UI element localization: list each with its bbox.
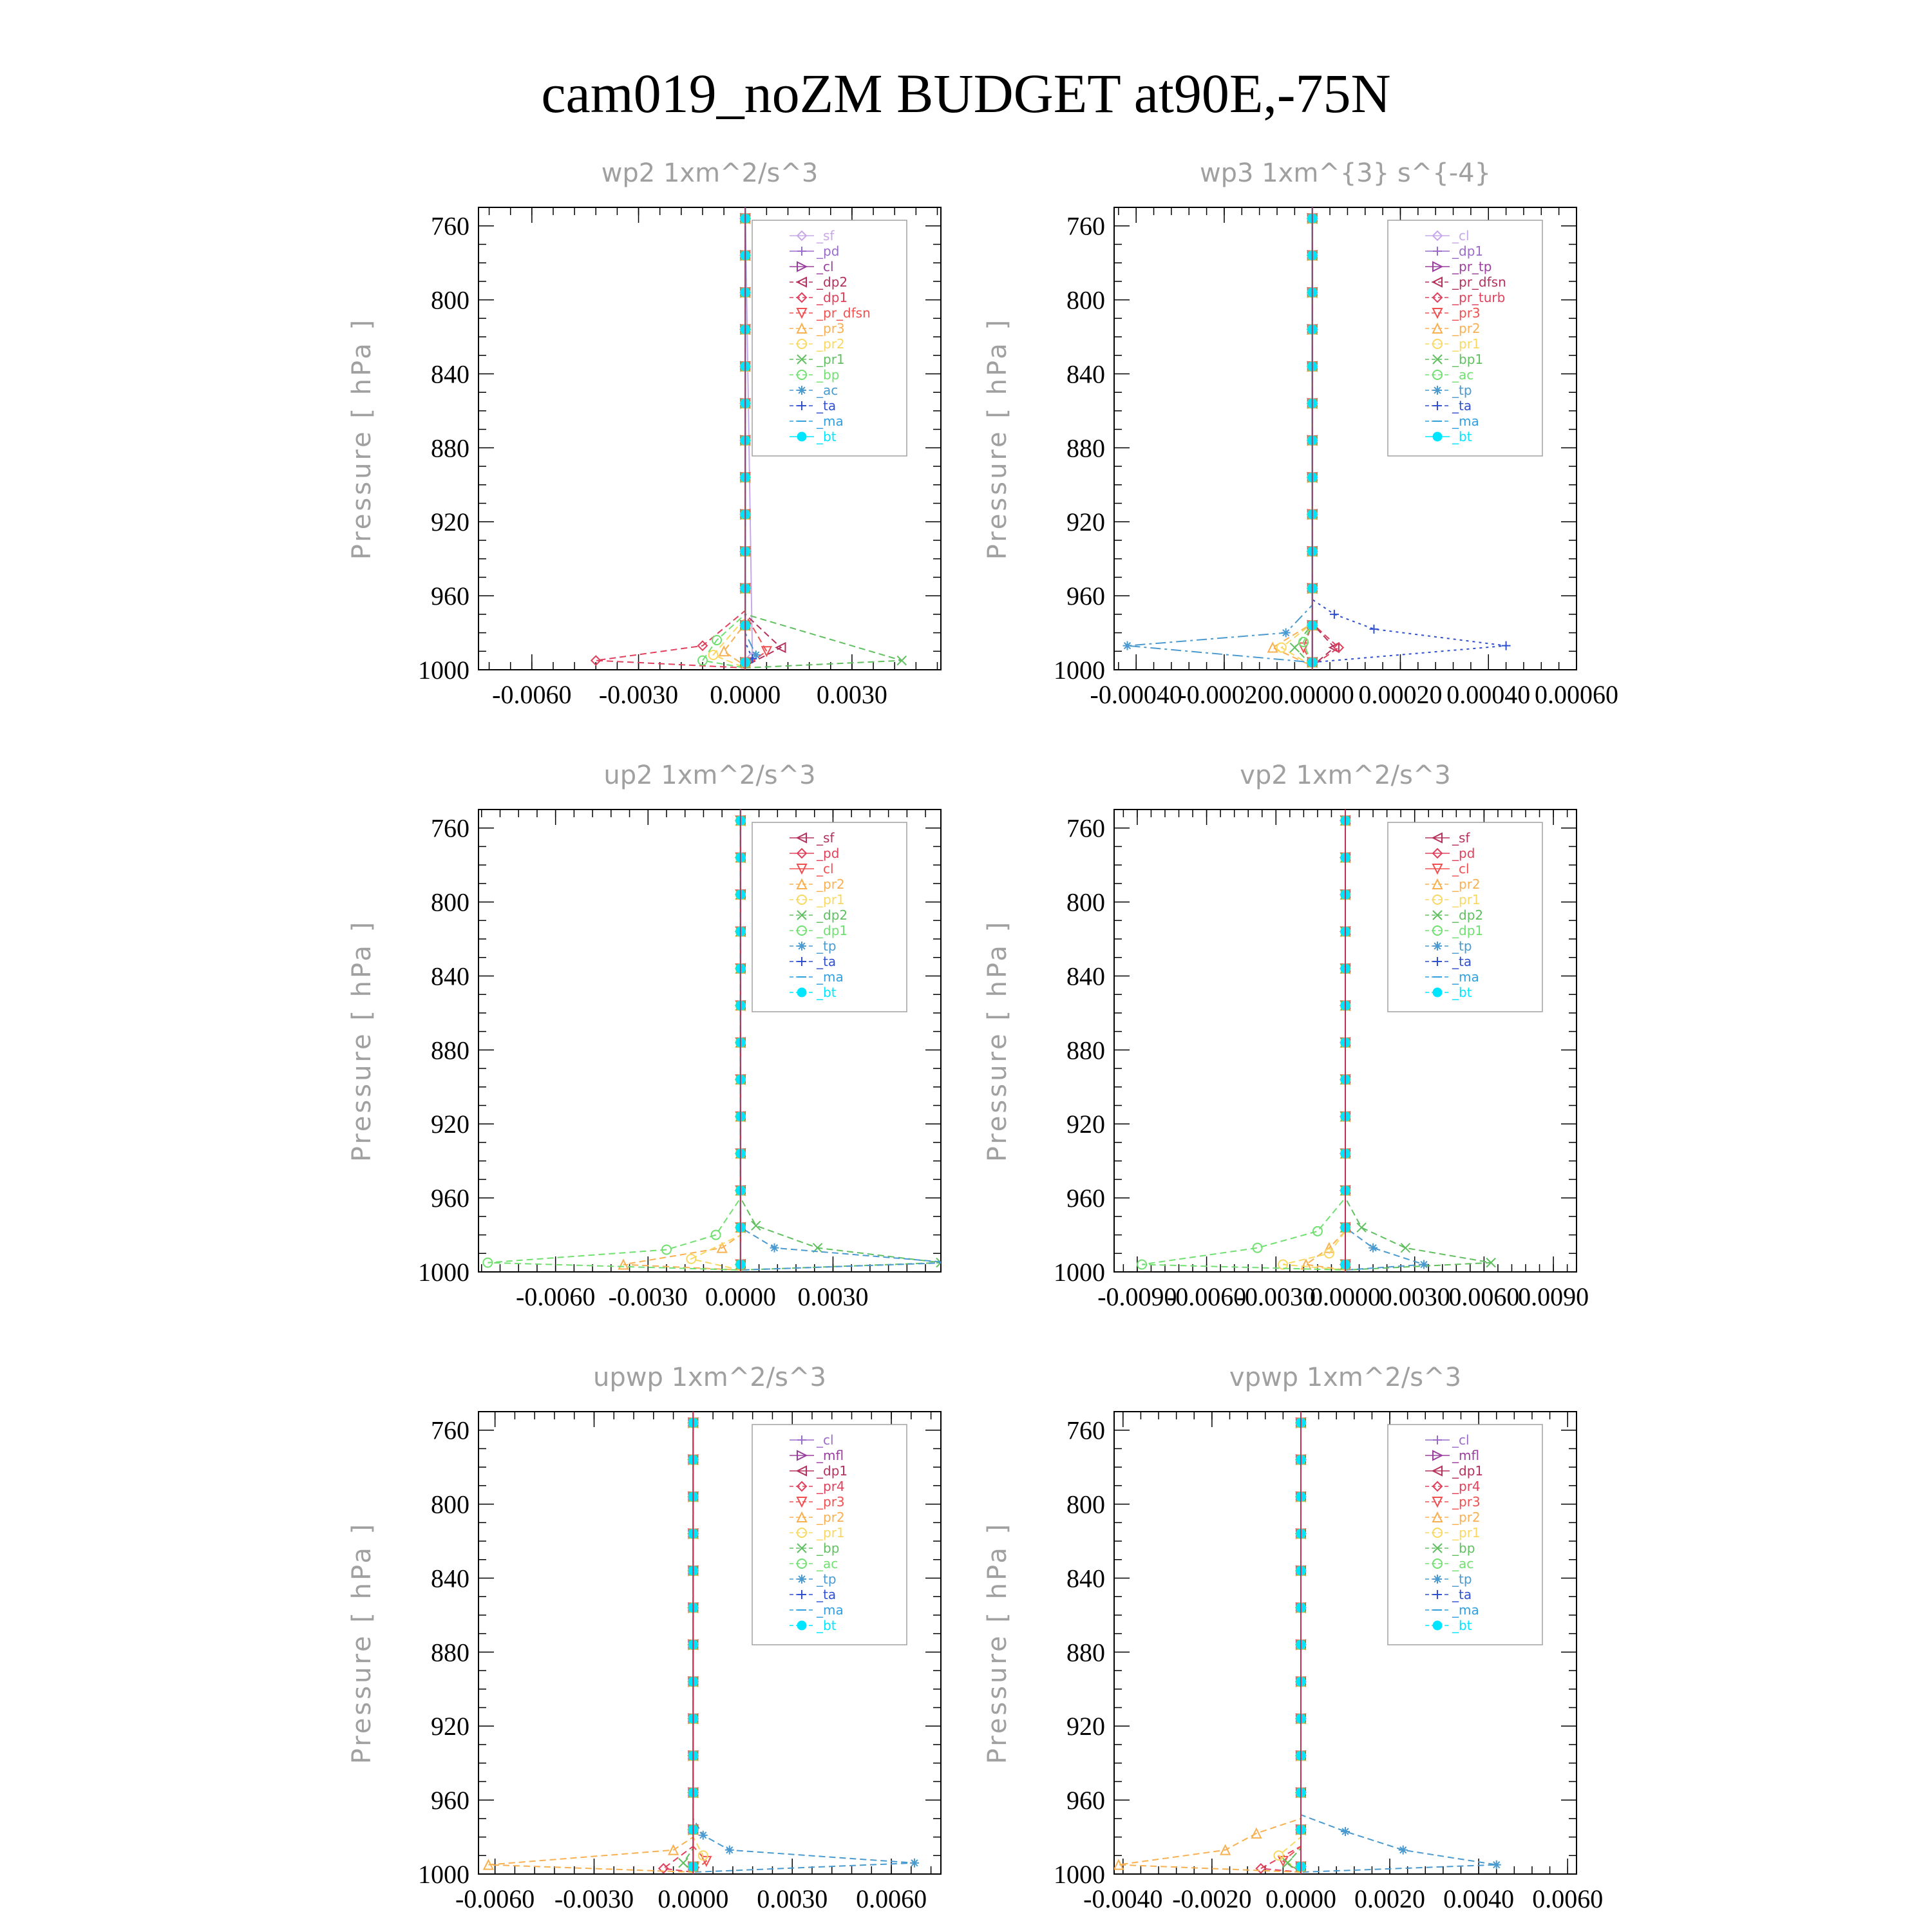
- data-point-tp: [1123, 641, 1132, 650]
- legend-label: _pr_dfsn: [817, 305, 871, 321]
- legend-label: _pr1: [817, 1525, 845, 1540]
- x-tick-label: -0.0060: [455, 1884, 535, 1913]
- y-tick-label: 880: [1066, 433, 1105, 463]
- y-tick-label: 760: [1066, 211, 1105, 241]
- legend: [1388, 822, 1542, 1012]
- legend-label: _ta: [1452, 954, 1472, 969]
- data-point-tp: [770, 1244, 779, 1253]
- legend-label: _ac: [817, 383, 838, 398]
- x-tick-label: 0.0000: [1310, 1282, 1381, 1311]
- legend-label: _ac: [817, 1556, 838, 1571]
- data-point-tp: [1419, 1260, 1428, 1269]
- legend-label: _bp1: [1452, 352, 1484, 367]
- y-tick-label: 920: [1066, 1712, 1105, 1741]
- legend-label: _pr1: [817, 352, 845, 367]
- series-line-bp: [703, 207, 745, 668]
- y-tick-label: 960: [1066, 1786, 1105, 1815]
- chart-panel-6: [983, 1363, 1603, 1913]
- legend-marker: [797, 432, 806, 441]
- series-line-pr1: [1283, 810, 1345, 1270]
- chart-panel-4: [983, 761, 1589, 1311]
- x-tick-label: 0.0000: [710, 680, 781, 709]
- legend-label: _bp: [1452, 1540, 1475, 1556]
- data-point-tp: [1368, 1244, 1378, 1253]
- data-point-bp: [679, 1859, 688, 1868]
- series-line-pr2: [1273, 207, 1312, 666]
- y-tick-label: 760: [1066, 813, 1105, 843]
- data-point-dp2: [752, 1221, 761, 1230]
- legend-label: _pr_tp: [1452, 259, 1492, 274]
- data-point-tp: [1282, 629, 1291, 638]
- panel-title: vpwp 1xm^2/s^3: [1229, 1363, 1462, 1392]
- legend-label: _pd: [1452, 846, 1475, 861]
- legend-label: _pr1: [817, 892, 845, 907]
- chart-panel-2: [983, 158, 1618, 709]
- data-point-tp: [1492, 1861, 1501, 1870]
- data-point-tp: [1341, 1827, 1350, 1836]
- y-tick-label: 1000: [1054, 1860, 1105, 1889]
- data-point-tp: [1399, 1846, 1408, 1855]
- data-point-pr_dfsn: [762, 647, 771, 656]
- legend-label: _pr4: [1452, 1479, 1481, 1494]
- legend-label: _cl: [817, 861, 834, 876]
- legend-label: _sf: [817, 830, 835, 846]
- y-tick-label: 1000: [1054, 1258, 1105, 1287]
- legend-marker: [1433, 988, 1442, 997]
- legend-label: _pr3: [1452, 1494, 1481, 1510]
- y-tick-label: 760: [431, 813, 469, 843]
- y-tick-label: 800: [431, 887, 469, 917]
- legend-label: _bp: [817, 367, 840, 383]
- y-tick-label: 800: [1066, 1490, 1105, 1519]
- x-tick-label: -0.00040: [1090, 680, 1182, 709]
- legend-label: _cl: [1452, 1432, 1470, 1448]
- x-tick-label: -0.00020: [1178, 680, 1271, 709]
- legend-label: _pr3: [1452, 305, 1481, 321]
- data-point-tp: [699, 1831, 708, 1840]
- y-tick-label: 960: [431, 1786, 469, 1815]
- y-tick-label: 760: [431, 1416, 469, 1445]
- series-line-pr2: [623, 810, 741, 1270]
- legend-label: _pr2: [1452, 1510, 1481, 1525]
- y-tick-label: 920: [1066, 1110, 1105, 1139]
- x-tick-label: 0.0060: [856, 1884, 927, 1913]
- legend-label: _pr2: [817, 876, 845, 892]
- legend-marker: [797, 942, 806, 951]
- x-tick-label: 0.0030: [816, 680, 887, 709]
- legend-label: _bt: [817, 985, 837, 1000]
- legend-marker: [1433, 1575, 1442, 1584]
- legend-label: _pr3: [817, 321, 845, 336]
- legend-label: _mfl: [817, 1448, 844, 1463]
- x-tick-label: 0.0000: [658, 1884, 729, 1913]
- data-point-pr2: [1268, 643, 1277, 652]
- data-point-ta: [1502, 641, 1511, 650]
- x-tick-label: -0.0060: [1166, 1282, 1247, 1311]
- x-tick-label: 0.0030: [1379, 1282, 1450, 1311]
- chart-panel-3: [347, 761, 954, 1311]
- y-tick-label: 880: [1066, 1036, 1105, 1065]
- y-axis-label: Pressure [ hPa ]: [347, 1521, 377, 1765]
- legend-label: _bt: [817, 1618, 837, 1633]
- y-tick-label: 960: [1066, 582, 1105, 611]
- legend-label: _cl: [1452, 861, 1470, 876]
- figure-title: cam019_noZM BUDGET at90E,-75N: [541, 62, 1391, 124]
- y-tick-label: 800: [1066, 285, 1105, 315]
- series-line-dp1: [1142, 810, 1345, 1270]
- chart-panel-5: [347, 1363, 941, 1913]
- legend-label: _sf: [817, 228, 835, 243]
- legend-label: _ma: [1452, 969, 1479, 985]
- legend-label: _ma: [1452, 413, 1479, 429]
- legend: [752, 1425, 907, 1645]
- y-tick-label: 800: [1066, 887, 1105, 917]
- y-tick-label: 760: [1066, 1416, 1105, 1445]
- data-point-dp2: [1357, 1223, 1366, 1232]
- legend: [752, 220, 907, 456]
- legend-label: _dp1: [817, 923, 848, 938]
- legend-label: _cl: [817, 1432, 834, 1448]
- legend-label: _pr3: [817, 1494, 845, 1510]
- legend-label: _pr2: [817, 336, 845, 352]
- chart-panel-1: [347, 158, 941, 709]
- series-line-dp1: [596, 207, 745, 668]
- x-tick-label: 0.00020: [1358, 680, 1443, 709]
- series-line-tp: [1128, 207, 1312, 663]
- legend-label: _dp1: [1452, 1463, 1484, 1479]
- x-tick-label: 0.0040: [1443, 1884, 1515, 1913]
- legend-label: _dp1: [817, 290, 848, 305]
- data-point-ta: [1369, 625, 1378, 634]
- legend-label: _pr4: [817, 1479, 845, 1494]
- legend-label: _pr1: [1452, 1525, 1481, 1540]
- data-point-ta: [1330, 610, 1339, 619]
- x-tick-label: 0.0020: [1354, 1884, 1426, 1913]
- series-line-pr1: [691, 810, 741, 1270]
- x-tick-label: 0.0000: [705, 1282, 776, 1311]
- legend-label: _cl: [1452, 228, 1470, 243]
- y-axis-label: Pressure [ hPa ]: [347, 919, 377, 1162]
- panel-title: wp2 1xm^2/s^3: [601, 158, 819, 188]
- y-tick-label: 880: [431, 433, 469, 463]
- y-axis-label: Pressure [ hPa ]: [983, 919, 1012, 1162]
- legend: [1388, 1425, 1542, 1645]
- legend-label: _sf: [1452, 830, 1470, 846]
- legend-marker: [1433, 1621, 1442, 1630]
- y-tick-label: 960: [431, 1184, 469, 1213]
- legend-label: _ac: [1452, 1556, 1474, 1571]
- x-tick-label: 0.0000: [1265, 1884, 1336, 1913]
- legend-label: _dp2: [817, 274, 848, 290]
- legend-label: _dp1: [1452, 923, 1484, 938]
- data-point-tp: [910, 1859, 919, 1868]
- x-tick-label: 0.00000: [1270, 680, 1354, 709]
- y-tick-label: 840: [431, 359, 469, 389]
- legend-label: _ta: [1452, 398, 1472, 413]
- series-line-pr2: [1306, 810, 1345, 1270]
- y-tick-label: 920: [431, 1110, 469, 1139]
- data-point-dp1: [1313, 1227, 1322, 1236]
- legend-marker: [1433, 386, 1442, 395]
- data-point-tp: [725, 1846, 734, 1855]
- y-tick-label: 920: [431, 507, 469, 537]
- y-tick-label: 840: [431, 961, 469, 991]
- x-tick-label: 0.00060: [1535, 680, 1618, 709]
- legend-label: _dp2: [817, 907, 848, 923]
- y-tick-label: 760: [431, 211, 469, 241]
- legend-label: _bt: [1452, 429, 1472, 444]
- y-tick-label: 840: [1066, 359, 1105, 389]
- series-line-pr4: [1261, 1412, 1301, 1872]
- legend-label: _pd: [817, 846, 840, 861]
- legend-label: _mfl: [1452, 1448, 1480, 1463]
- y-tick-label: 840: [1066, 961, 1105, 991]
- y-tick-label: 960: [431, 582, 469, 611]
- x-tick-label: 0.0060: [1532, 1884, 1604, 1913]
- legend-label: _pr2: [1452, 321, 1481, 336]
- legend-label: _ac: [1452, 367, 1474, 383]
- x-tick-label: 0.0090: [1518, 1282, 1589, 1311]
- legend-label: _ma: [817, 969, 844, 985]
- legend-label: _bt: [1452, 1618, 1472, 1633]
- y-tick-label: 880: [1066, 1638, 1105, 1667]
- panel-title: wp3 1xm^{3} s^{-4}: [1199, 158, 1492, 188]
- legend: [1388, 220, 1542, 456]
- data-point-bp1: [1290, 643, 1299, 652]
- legend-label: _dp2: [1452, 907, 1484, 923]
- legend-label: _pr_turb: [1452, 290, 1506, 305]
- y-tick-label: 1000: [418, 1860, 469, 1889]
- series-line-dp1: [488, 810, 741, 1270]
- y-tick-label: 880: [431, 1036, 469, 1065]
- y-tick-label: 1000: [418, 1258, 469, 1287]
- legend-label: _tp: [1452, 938, 1472, 954]
- series-line-sf: [745, 207, 752, 663]
- y-axis-label: Pressure [ hPa ]: [347, 317, 377, 560]
- x-tick-label: -0.0090: [1097, 1282, 1177, 1311]
- y-axis-label: Pressure [ hPa ]: [983, 317, 1012, 560]
- legend-label: _ta: [817, 1587, 837, 1602]
- legend-label: _dp1: [1452, 243, 1484, 259]
- panel-title: vp2 1xm^2/s^3: [1240, 761, 1451, 790]
- legend-label: _pr2: [1452, 876, 1481, 892]
- x-tick-label: -0.0060: [516, 1282, 596, 1311]
- legend-marker: [797, 1575, 806, 1584]
- x-tick-label: 0.0060: [1448, 1282, 1520, 1311]
- legend-label: _ma: [817, 413, 844, 429]
- legend-label: _ma: [817, 1602, 844, 1618]
- x-tick-label: 0.0030: [757, 1884, 828, 1913]
- data-point-tp: [945, 1258, 954, 1267]
- legend-label: _bt: [1452, 985, 1472, 1000]
- x-tick-label: 0.00040: [1446, 680, 1531, 709]
- legend-marker: [797, 1621, 806, 1630]
- y-axis-label: Pressure [ hPa ]: [983, 1521, 1012, 1765]
- y-tick-label: 920: [1066, 507, 1105, 537]
- data-point-dp2: [1401, 1244, 1410, 1253]
- legend-label: _ta: [817, 398, 837, 413]
- x-tick-label: -0.0030: [1236, 1282, 1316, 1311]
- legend-label: _dp1: [817, 1463, 848, 1479]
- y-tick-label: 840: [431, 1564, 469, 1593]
- legend-marker: [1433, 432, 1442, 441]
- y-tick-label: 840: [1066, 1564, 1105, 1593]
- legend-label: _tp: [817, 1571, 837, 1587]
- series-line-pr2: [488, 1412, 693, 1872]
- panel-title: up2 1xm^2/s^3: [603, 761, 816, 790]
- x-tick-label: -0.0040: [1083, 1884, 1163, 1913]
- legend-label: _bp: [817, 1540, 840, 1556]
- y-tick-label: 800: [431, 285, 469, 315]
- legend-label: _tp: [817, 938, 837, 954]
- panel-title: upwp 1xm^2/s^3: [593, 1363, 826, 1392]
- legend-label: _cl: [817, 259, 834, 274]
- y-tick-label: 920: [431, 1712, 469, 1741]
- legend-label: _pr_dfsn: [1452, 274, 1506, 290]
- x-tick-label: -0.0030: [598, 680, 679, 709]
- legend-marker: [1433, 942, 1442, 951]
- legend-label: _ma: [1452, 1602, 1479, 1618]
- y-tick-label: 800: [431, 1490, 469, 1519]
- y-tick-label: 1000: [418, 656, 469, 685]
- x-tick-label: -0.0060: [492, 680, 572, 709]
- y-tick-label: 960: [1066, 1184, 1105, 1213]
- x-tick-label: -0.0030: [608, 1282, 688, 1311]
- legend: [752, 822, 907, 1012]
- legend-label: _pd: [817, 243, 840, 259]
- legend-label: _pr1: [1452, 336, 1481, 352]
- legend-marker: [797, 386, 806, 395]
- legend-label: _tp: [1452, 1571, 1472, 1587]
- legend-marker: [797, 988, 806, 997]
- legend-label: _ta: [817, 954, 837, 969]
- data-point-pr1: [897, 656, 906, 665]
- x-tick-label: -0.0030: [554, 1884, 634, 1913]
- x-tick-label: 0.0030: [797, 1282, 869, 1311]
- legend-label: _tp: [1452, 383, 1472, 398]
- y-tick-label: 1000: [1054, 656, 1105, 685]
- legend-label: _pr1: [1452, 892, 1481, 907]
- y-tick-label: 880: [431, 1638, 469, 1667]
- legend-label: _ta: [1452, 1587, 1472, 1602]
- legend-label: _pr2: [817, 1510, 845, 1525]
- x-tick-label: -0.0020: [1172, 1884, 1252, 1913]
- legend-label: _bt: [817, 429, 837, 444]
- series-line-pr2: [1119, 1412, 1301, 1872]
